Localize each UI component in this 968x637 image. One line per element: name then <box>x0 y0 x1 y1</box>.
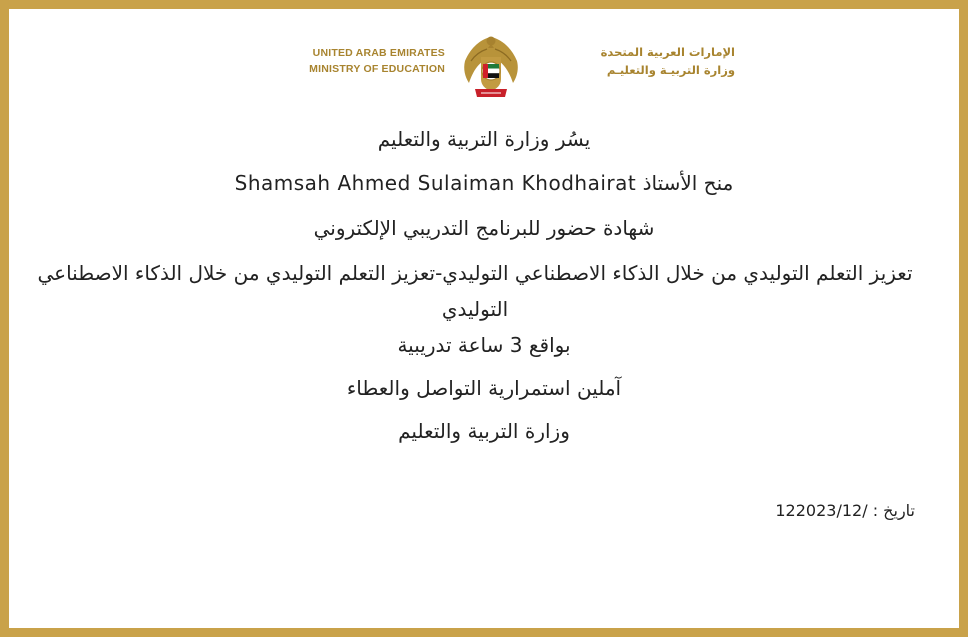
attendance-line: شهادة حضور للبرنامج التدريبي الإلكتروني <box>313 216 655 240</box>
uae-emblem-icon <box>457 31 525 101</box>
english-country-name: UNITED ARAB EMIRATES <box>312 47 445 59</box>
english-ministry-name: MINISTRY OF EDUCATION <box>309 63 445 75</box>
date-line <box>775 501 915 520</box>
hours-line: بواقع 3 ساعة تدريبية <box>397 333 571 357</box>
certificate-header <box>9 31 959 101</box>
date-label: تاريخ : <box>872 501 915 520</box>
arabic-ministry-name: وزارة التربيـة والتعليـم <box>606 63 735 77</box>
english-heading <box>255 45 445 77</box>
wish-line: آملين استمرارية التواصل والعطاء <box>346 376 622 400</box>
program-title: تعزيز التعلم التوليدي من خلال الذكاء الاصطناعي التوليدي-تعزيز التعلم التوليدي من خلال الذكاء الاصطناعي التوليدي <box>37 261 913 321</box>
date-value: 122023/12/ <box>775 501 868 520</box>
recipient-name: Shamsah Ahmed Sulaiman Khodhairat <box>234 171 637 195</box>
award-prefix: منح الأستاذ <box>642 171 734 195</box>
arabic-country-name: الإمارات العربية المتحدة <box>600 45 735 59</box>
arabic-heading <box>531 43 735 79</box>
signoff-line: وزارة التربية والتعليم <box>398 419 570 443</box>
award-line <box>39 171 929 195</box>
pleased-line: يسُر وزارة التربية والتعليم <box>377 127 591 151</box>
